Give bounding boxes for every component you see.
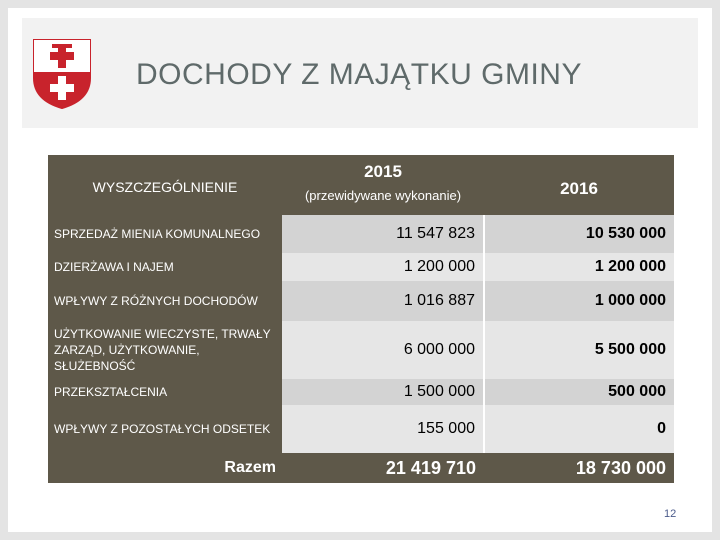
value-2015: 1 016 887 (282, 281, 484, 321)
total-row (48, 453, 674, 483)
table-header-row (48, 155, 674, 215)
header-2015-year: 2015 (364, 161, 402, 181)
total-2016: 18 730 000 (484, 453, 674, 483)
value-2016: 1 000 000 (484, 281, 674, 321)
value-2015: 1 500 000 (282, 379, 484, 405)
row-label: WPŁYWY Z RÓŻNYCH DOCHODÓW (48, 281, 282, 321)
value-2015: 155 000 (282, 405, 484, 453)
value-2016: 10 530 000 (484, 215, 674, 253)
total-label: Razem (48, 453, 282, 483)
page-number: 12 (664, 508, 677, 520)
value-2015: 6 000 000 (282, 321, 484, 379)
table-row (48, 215, 674, 253)
row-label: WPŁYWY Z POZOSTAŁYCH ODSETEK (48, 405, 282, 453)
row-label: DZIERŻAWA I NAJEM (48, 253, 282, 281)
table-row (48, 405, 674, 453)
value-2016: 500 000 (484, 379, 674, 405)
income-table (48, 155, 674, 483)
coat-of-arms-icon (32, 38, 92, 110)
page-title: DOCHODY Z MAJĄTKU GMINY (136, 58, 582, 91)
row-label: SPRZEDAŻ MIENIA KOMUNALNEGO (48, 215, 282, 253)
table-row (48, 253, 674, 281)
total-2015: 21 419 710 (282, 453, 484, 483)
value-2016: 1 200 000 (484, 253, 674, 281)
value-2015: 1 200 000 (282, 253, 484, 281)
table-row (48, 281, 674, 321)
table-row (48, 379, 674, 405)
value-2016: 5 500 000 (484, 321, 674, 379)
header-description: WYSZCZEGÓLNIENIE (48, 155, 282, 215)
value-2015: 11 547 823 (282, 215, 484, 253)
row-label: UŻYTKOWANIE WIECZYSTE, TRWAŁY ZARZĄD, UŻYTKOWANIE, SŁUŻEBNOŚĆ (48, 321, 282, 379)
header-2015 (282, 155, 484, 215)
header-2016: 2016 (484, 155, 674, 215)
value-2016: 0 (484, 405, 674, 453)
row-label: PRZEKSZTAŁCENIA (48, 379, 282, 405)
table-row (48, 321, 674, 379)
header-2015-subtitle: (przewidywane wykonanie) (304, 187, 462, 203)
